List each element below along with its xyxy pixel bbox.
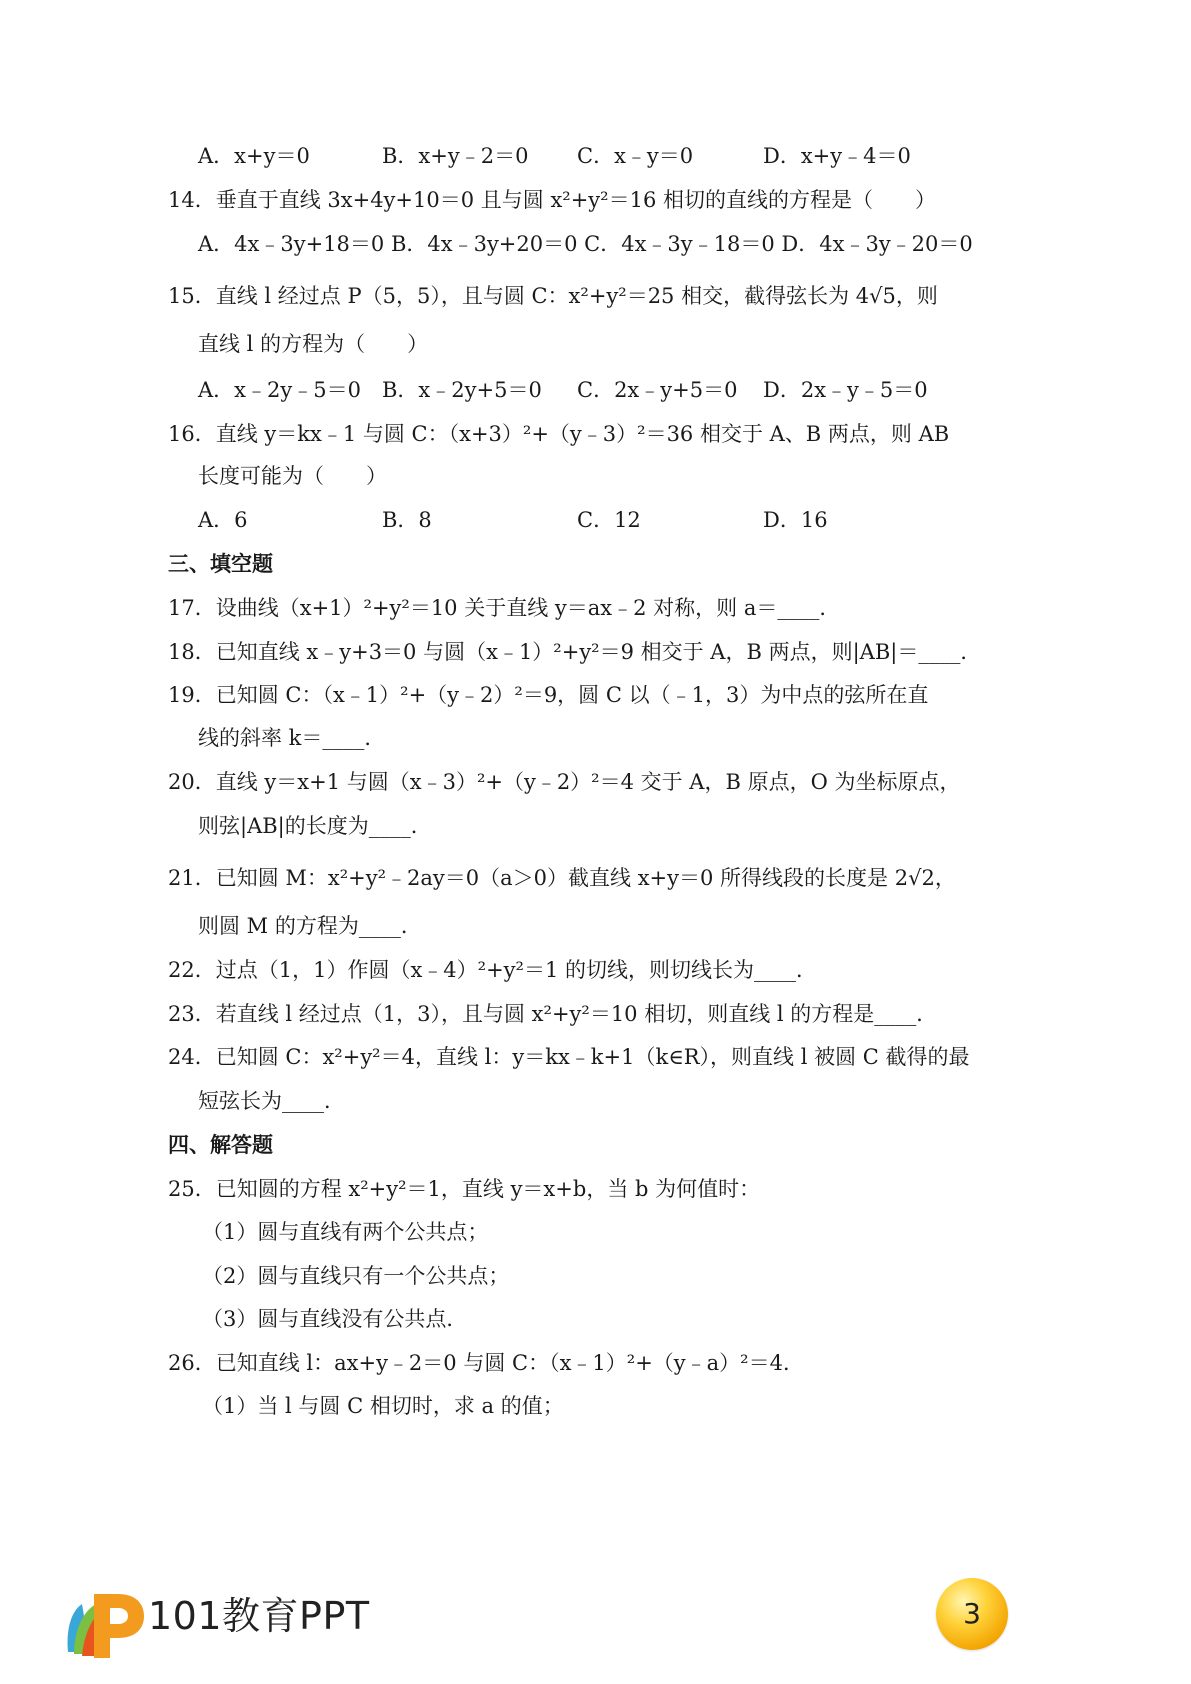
q24-line2: 短弦长为____． xyxy=(198,1089,345,1113)
q19-line1: 19．已知圆 C：（x﹣1）²+（y﹣2）²＝9，圆 C 以（﹣1，3）为中点的弦所在直 xyxy=(168,683,929,707)
q22: 22．过点（1，1）作圆（x﹣4）²+y²＝1 的切线，则切线长为____． xyxy=(168,958,817,982)
q23: 23．若直线 l 经过点（1，3），且与圆 x²+y²＝10 相切，则直线 l 的方程是____． xyxy=(168,1002,938,1026)
q16-option-a: A．6 xyxy=(198,508,248,532)
q18: 18．已知直线 x﹣y+3＝0 与圆（x﹣1）²+y²＝9 相交于 A，B 两点，则|AB|＝____． xyxy=(168,640,982,664)
q16-option-b: B．8 xyxy=(382,508,432,532)
q14-stem: 14．垂直于直线 3x+4y+10＝0 且与圆 x²+y²＝16 相切的直线的方程是（ ） xyxy=(168,188,936,212)
q25-part3: （3）圆与直线没有公共点． xyxy=(202,1307,468,1331)
q16-option-c: C．12 xyxy=(577,508,641,532)
q26-stem: 26．已知直线 l：ax+y﹣2＝0 与圆 C：（x﹣1）²+（y﹣a）²＝4． xyxy=(168,1351,804,1375)
q19-line2: 线的斜率 k＝____． xyxy=(198,726,386,750)
page-number: 3 xyxy=(963,1597,981,1630)
q25-part2: （2）圆与直线只有一个公共点； xyxy=(202,1264,510,1288)
q20-line1: 20．直线 y＝x+1 与圆（x﹣3）²+（y﹣2）²＝4 交于 A，B 原点，O 为坐标原点， xyxy=(168,770,961,794)
q16-option-d: D．16 xyxy=(763,508,828,532)
q13-option-d: D．x+y﹣4＝0 xyxy=(763,144,911,168)
q16-stem-line1: 16．直线 y＝kx﹣1 与圆 C：（x+3）²+（y﹣3）²＝36 相交于 A、B 两点，则 AB xyxy=(168,422,950,446)
q13-option-b: B．x+y﹣2＝0 xyxy=(382,144,529,168)
q17: 17．设曲线（x+1）²+y²＝10 关于直线 y＝ax﹣2 对称，则 a＝____． xyxy=(168,596,841,620)
q14-options: A．4x﹣3y+18＝0 B．4x﹣3y+20＝0 C．4x﹣3y﹣18＝0 D．4x﹣3y﹣20＝0 xyxy=(198,232,973,256)
section-answer-title: 四、解答题 xyxy=(168,1132,273,1157)
q15-option-c: C．2x﹣y+5＝0 xyxy=(577,378,738,402)
q15-option-a: A．x﹣2y﹣5＝0 xyxy=(198,378,361,402)
q13-option-c: C．x﹣y＝0 xyxy=(577,144,694,168)
q26-part1: （1）当 l 与圆 C 相切时，求 a 的值； xyxy=(202,1394,564,1418)
q21-line2: 则圆 M 的方程为____． xyxy=(198,914,422,938)
q25-stem: 25．已知圆的方程 x²+y²＝1，直线 y＝x+b，当 b 为何值时： xyxy=(168,1177,761,1201)
q16-stem-line2: 长度可能为（ ） xyxy=(198,464,387,488)
q13-option-a: A．x+y＝0 xyxy=(198,144,310,168)
q25-part1: （1）圆与直线有两个公共点； xyxy=(202,1220,489,1244)
q15-stem-line1: 15．直线 l 经过点 P（5，5），且与圆 C：x²+y²＝25 相交，截得弦长为 4√5，则 xyxy=(168,284,938,308)
q20-line2: 则弦|AB|的长度为____． xyxy=(198,814,432,838)
q15-stem-line2: 直线 l 的方程为（ ） xyxy=(198,332,429,356)
q15-option-b: B．x﹣2y+5＝0 xyxy=(382,378,542,402)
q21-line1: 21．已知圆 M：x²+y²﹣2ay＝0（a＞0）截直线 x+y＝0 所得线段的长度是 2√2， xyxy=(168,866,956,890)
logo-p-shape xyxy=(94,1594,144,1658)
page-number-badge xyxy=(936,1578,1008,1650)
section-fill-in-title: 三、填空题 xyxy=(168,551,273,576)
q15-option-d: D．2x﹣y﹣5＝0 xyxy=(763,378,928,402)
brand-logo-text: 101教育PPT xyxy=(148,1594,370,1638)
q24-line1: 24．已知圆 C：x²+y²＝4，直线 l：y＝kx﹣k+1（k∈R），则直线 l 被圆 C 截得的最 xyxy=(168,1045,970,1069)
